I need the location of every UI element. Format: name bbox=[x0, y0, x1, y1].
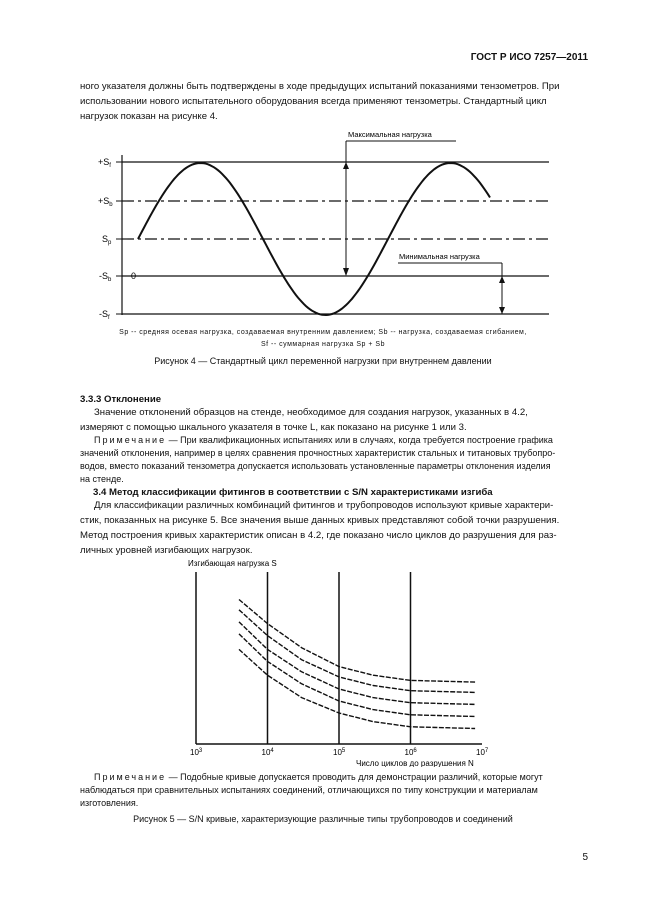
intro-line: нагрузок показан на рисунке 4. bbox=[80, 111, 218, 122]
fig4-label-sp: $S_p$ bbox=[102, 234, 112, 246]
intro-paragraph bbox=[80, 79, 590, 124]
x-tick-label: $10^4$ bbox=[261, 748, 274, 757]
fig5-y-axis-label: Изгибающая нагрузка S bbox=[188, 559, 277, 568]
fig4-label-sf: $+S_f$ bbox=[98, 157, 111, 169]
fig5-grid bbox=[268, 572, 411, 744]
note-line: на стенде. bbox=[80, 474, 124, 484]
page-number: 5 bbox=[582, 852, 588, 863]
fig4-legend-line: Sp -- средняя осевая нагрузка, создаваемая внутренним давлением; Sb -- нагрузка, создаваемая сгибанием, bbox=[119, 329, 527, 336]
note-line: значений отклонения, например в целях сравнения прочностных характеристик стальных и титановых трубопро- bbox=[80, 448, 556, 458]
section-34-heading: 3.4 Метод классификации фитингов в соответствии с S/N характеристиками изгиба bbox=[93, 487, 493, 498]
fig4-label-neg-sb: $-S_b$ bbox=[99, 271, 112, 283]
paragraph-line: личных уровней изгибающих нагрузок. bbox=[80, 545, 253, 556]
figure4-load-cycle bbox=[0, 125, 646, 325]
paragraph-line: Для классификации различных комбинаций фитингов и трубопроводов используют кривые характери- bbox=[94, 500, 554, 511]
note1-label: Примечание bbox=[94, 435, 167, 445]
fig4-max-label: Максимальная нагрузка bbox=[348, 130, 432, 139]
x-tick-label: $10^5$ bbox=[333, 748, 346, 757]
fig4-label-sb: $+S_b$ bbox=[98, 196, 113, 208]
note-line: наблюдаться при сравнительных испытаниях соединений, отличающихся по типу конструкции и материалам bbox=[80, 785, 538, 795]
paragraph-line: Метод построения кривых характеристик описан в 4.2, где показано число циклов до разрушения для раз- bbox=[80, 530, 557, 541]
standard-header: ГОСТ Р ИСО 7257—2011 bbox=[470, 52, 588, 63]
note1 bbox=[80, 434, 590, 486]
section-333-heading: 3.3.3 Отклонение bbox=[80, 394, 162, 405]
note-line: водов, вместо показаний тензометра допускается использовать установленные параметры отклонения изделия bbox=[80, 461, 551, 471]
intro-line: использовании нового испытательного оборудования всегда применяют тензометры. Стандартный цикл bbox=[80, 96, 547, 107]
x-tick-label: $10^7$ bbox=[476, 748, 489, 757]
paragraph-line: измеряют с помощью шкального указателя в точке L, как показано на рисунке 1 или 3. bbox=[80, 422, 467, 433]
paragraph-line: Значение отклонений образцов на стенде, необходимое для создания нагрузок, указанных в 4.2, bbox=[94, 407, 528, 418]
x-tick-label: $10^3$ bbox=[190, 748, 203, 757]
intro-line: ного указателя должны быть подтверждены в ходе предыдущих испытаний показаниями тензометров. При bbox=[80, 81, 560, 92]
fig4-legend bbox=[0, 327, 646, 351]
fig4-label-neg-sf: $-S_f$ bbox=[99, 309, 110, 321]
fig4-zero-label: 0 bbox=[131, 271, 137, 281]
paragraph-line: стик, показанных на рисунке 5. Все значения выше данных кривых представляют собой точки разрушения. bbox=[80, 515, 560, 526]
x-tick-label: $10^6$ bbox=[404, 748, 417, 757]
fig4-min-label: Минимальная нагрузка bbox=[399, 252, 480, 261]
fig4-caption: Рисунок 4 — Стандартный цикл переменной нагрузки при внутреннем давлении bbox=[154, 356, 492, 366]
fig4-legend-line: Sf -- суммарная нагрузка Sp + Sb bbox=[261, 341, 385, 348]
fig5-curves bbox=[239, 600, 475, 729]
note-line: — При квалификационных испытаниях или в случаях, когда требуется построение графика bbox=[168, 435, 553, 445]
section-34-text bbox=[80, 498, 590, 558]
figure5-sn-chart bbox=[0, 552, 646, 767]
note2-label: Примечание bbox=[94, 772, 167, 782]
sn-curve bbox=[239, 649, 475, 728]
fig5-x-axis-label: Число циклов до разрушения N bbox=[356, 759, 474, 767]
fig4-ticks bbox=[116, 162, 122, 314]
fig5-x-ticks bbox=[190, 748, 489, 757]
note-line: — Подобные кривые допускается проводить для демонстрации различий, которые могут bbox=[168, 772, 543, 782]
note2 bbox=[80, 771, 590, 810]
section-333-text bbox=[80, 405, 590, 435]
note-line: изготовления. bbox=[80, 798, 139, 808]
fig5-caption: Рисунок 5 — S/N кривые, характеризующие различные типы трубопроводов и соединений bbox=[133, 814, 513, 824]
